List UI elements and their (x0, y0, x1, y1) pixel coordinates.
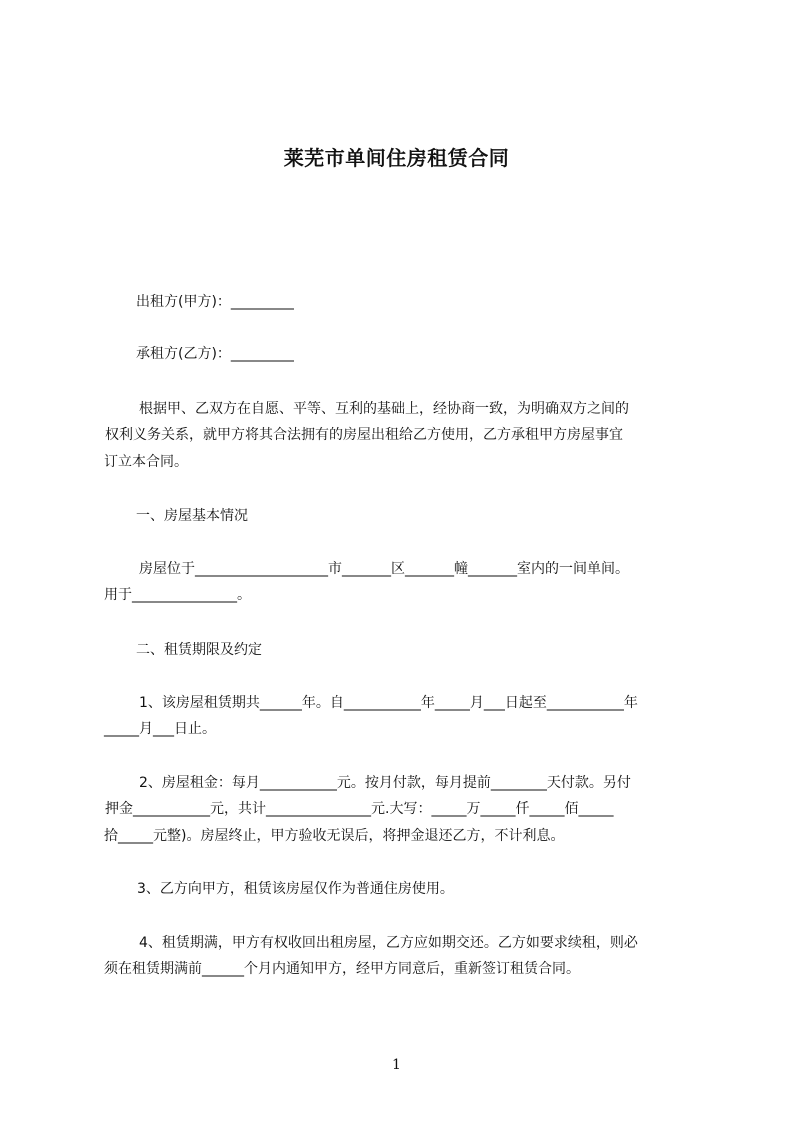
section-2-heading: 二、租赁期限及约定 (136, 642, 262, 658)
page-number: 1 (392, 1057, 401, 1073)
house-location-line-1: 房屋位于___________________市_______区_______幢_______室内的一间单间。 (139, 561, 629, 577)
preamble-line-2: 权利义务关系，就甲方将其合法拥有的房屋出租给乙方使用，乙方承租甲方房屋事宜 (105, 427, 623, 443)
clause-1-line-2: _____月___日止。 (104, 721, 216, 737)
clause-1-line-1: 1、该房屋租赁期共______年。自___________年_____月___日起至___________年 (139, 695, 638, 711)
preamble-line-1: 根据甲、乙双方在自愿、平等、互利的基础上，经协商一致，为明确双方之间的 (139, 401, 629, 417)
clause-4-line-1: 4、租赁期满，甲方有权收回出租房屋，乙方应如期交还。乙方如要求续租，则必 (139, 935, 638, 951)
document-title: 莱芜市单间住房租赁合同 (283, 146, 510, 170)
clause-2-line-3: 拾_____元整)。房屋终止，甲方验收无误后，将押金退还乙方，不计利息。 (104, 828, 565, 844)
clause-4-line-2: 须在租赁期满前______个月内通知甲方，经甲方同意后，重新签订租赁合同。 (104, 961, 580, 977)
clause-2-line-1: 2、房屋租金：每月___________元。按月付款，每月提前________天付款。另付 (139, 775, 631, 791)
lessor-line: 出租方(甲方)：_________ (136, 294, 294, 310)
lessee-line: 承租方(乙方)：_________ (136, 346, 294, 362)
clause-3-line: 3、乙方向甲方，租赁该房屋仅作为普通住房使用。 (137, 881, 454, 897)
preamble-line-3: 订立本合同。 (104, 454, 188, 470)
section-1-heading: 一、房屋基本情况 (136, 508, 248, 524)
house-location-line-2: 用于_______________。 (104, 587, 251, 603)
clause-2-line-2: 押金___________元，共计_______________元.大写：_____万_____仟_____佰_____ (105, 801, 614, 817)
